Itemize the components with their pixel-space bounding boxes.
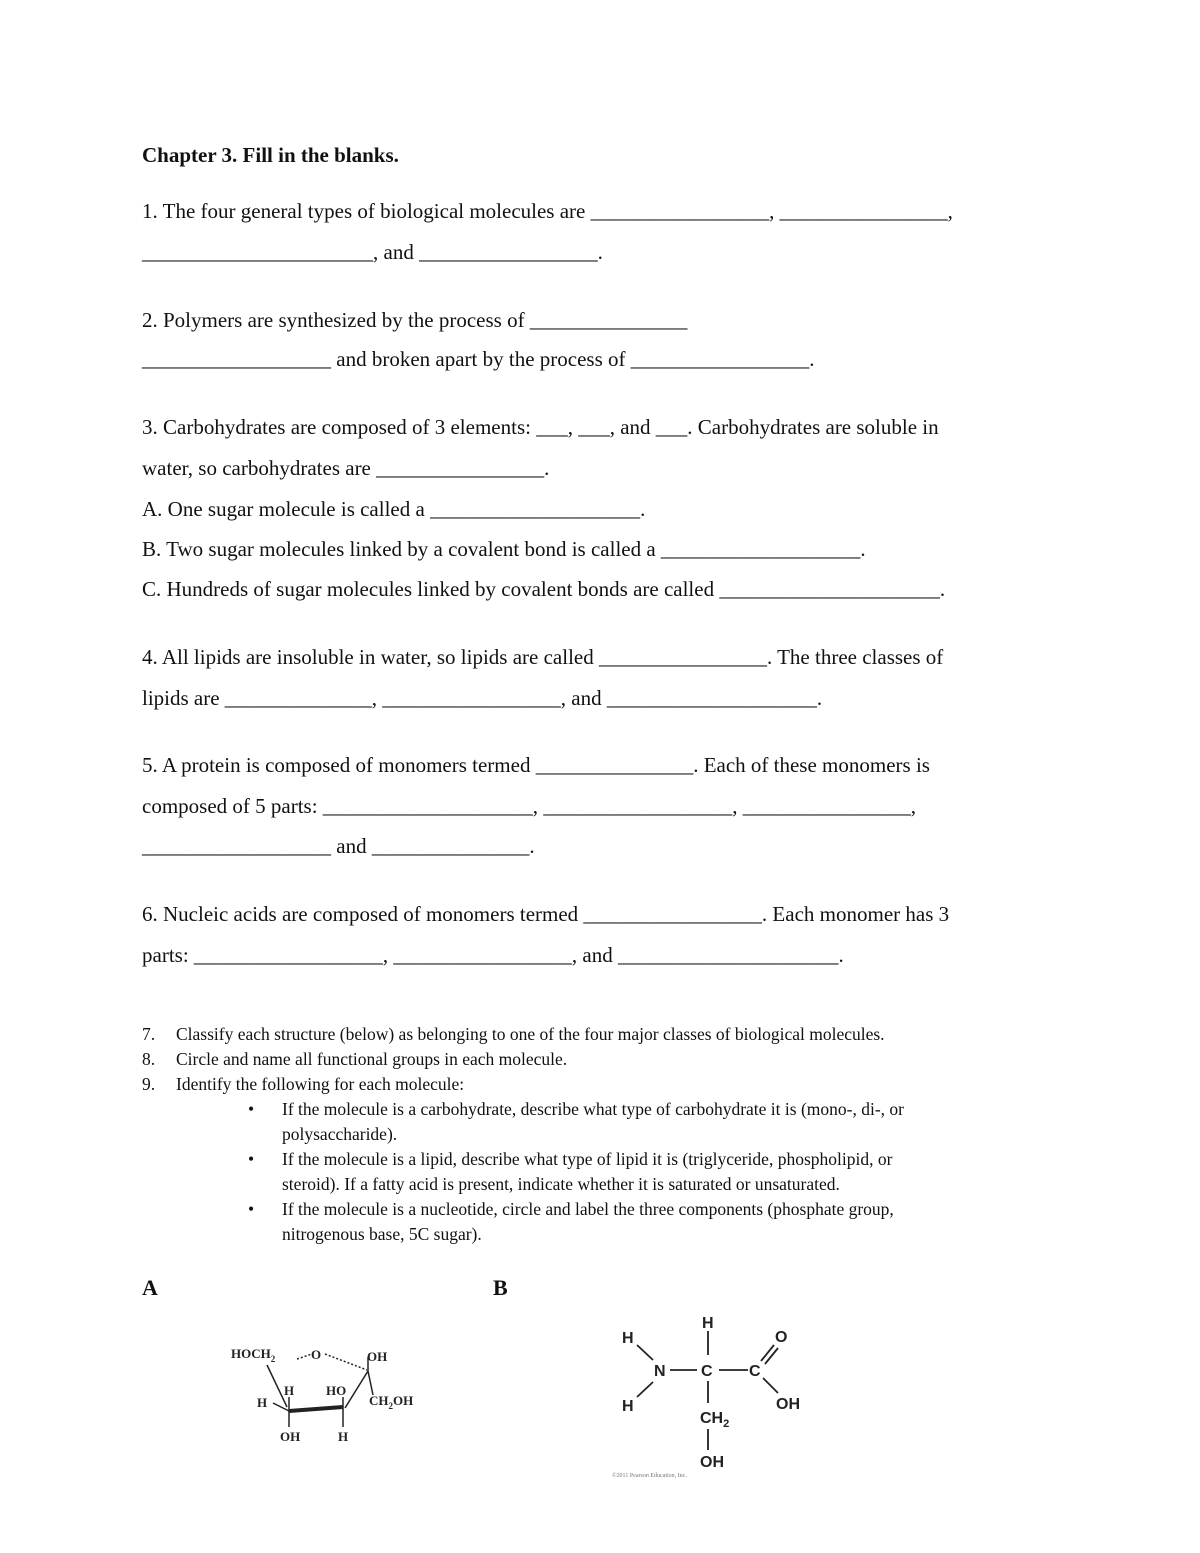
bullet-3-marker: •: [248, 1199, 255, 1219]
bond-n-h-bottom: [637, 1382, 653, 1397]
figure-credit: ©2011 Pearson Education, Inc.: [612, 1473, 687, 1479]
question-4-line-1: 4. All lipids are insoluble in water, so lipids are called ________________. The three classes of: [142, 645, 944, 669]
ring-bond-c2-c3: [345, 1371, 368, 1408]
bullet-1-marker: •: [248, 1099, 255, 1119]
atom-ch2: $CH_2$: [700, 1410, 730, 1430]
question-1-line-1: 1. The four general types of biological molecules are _________________, ________________,: [142, 199, 953, 223]
bond-c-oh: [763, 1378, 778, 1393]
molecule-a-structure: [225, 1335, 435, 1450]
bullet-3-line-1: If the molecule is a nucleotide, circle and label the three components (phosphate group,: [282, 1199, 894, 1219]
ring-bond-o-c2: [325, 1354, 367, 1370]
atom-h-left-bottom: H: [622, 1398, 634, 1415]
question-3-part-c: C. Hundreds of sugar molecules linked by covalent bonds are called _____________________.: [142, 577, 946, 601]
question-6-line-2: parts: __________________, _________________, and _____________________.: [142, 943, 844, 967]
atom-oh-bottom: OH: [700, 1454, 724, 1471]
figure-a-label: A: [142, 1275, 158, 1300]
bond-n-h-top: [637, 1345, 653, 1360]
atom-hoch2: $HOCH_2$: [231, 1346, 276, 1364]
question-1-line-2: ______________________, and _________________.: [142, 240, 603, 264]
bullet-2-marker: •: [248, 1149, 255, 1169]
atom-alpha-carbon: C: [701, 1363, 713, 1380]
question-3-line-2: water, so carbohydrates are ________________.: [142, 456, 550, 480]
question-3-line-1: 3. Carbohydrates are composed of 3 elements: ___, ___, and ___. Carbohydrates are soluble in: [142, 415, 939, 439]
question-2-line-2: __________________ and broken apart by the process of _________________.: [142, 347, 815, 371]
bullet-3-line-2: nitrogenous base, 5C sugar).: [282, 1224, 482, 1244]
instruction-9-text: Identify the following for each molecule:: [176, 1074, 465, 1094]
instruction-7-number: 7.: [142, 1024, 156, 1044]
atom-h-bottom: H: [338, 1429, 349, 1444]
ring-bond-c5-o: [297, 1354, 312, 1359]
bond-c-o-a: [761, 1345, 774, 1361]
question-6-line-1: 6. Nucleic acids are composed of monomers termed _________________. Each monomer has 3: [142, 902, 950, 926]
bond-c-o-b: [765, 1348, 778, 1364]
instruction-9-number: 9.: [142, 1074, 156, 1094]
atom-h-inner: H: [284, 1383, 295, 1398]
bullet-2-line-2: steroid). If a fatty acid is present, indicate whether it is saturated or unsaturated.: [282, 1174, 840, 1194]
ring-bond-c4-c3: [289, 1407, 343, 1411]
atom-carboxyl-carbon: C: [749, 1363, 761, 1380]
bullet-1-line-1: If the molecule is a carbohydrate, describe what type of carbohydrate it is (mono-, di-, or: [282, 1099, 904, 1119]
instruction-7-text: Classify each structure (below) as belonging to one of the four major classes of biological molecules.: [176, 1024, 885, 1044]
atom-h-left: H: [257, 1395, 268, 1410]
figure-b-label: B: [493, 1275, 508, 1300]
molecule-b-structure: [608, 1305, 818, 1480]
atom-o-top: O: [775, 1329, 788, 1346]
question-3-part-a: A. One sugar molecule is called a ____________________.: [142, 497, 646, 521]
instruction-8-text: Circle and name all functional groups in each molecule.: [176, 1049, 568, 1069]
worksheet-title: Chapter 3. Fill in the blanks.: [142, 143, 399, 167]
atom-ring-oxygen: O: [311, 1347, 322, 1362]
atom-oh-right: OH: [776, 1396, 800, 1413]
bullet-2-line-1: If the molecule is a lipid, describe what type of lipid it is (triglyceride, phospholipid, or: [282, 1149, 893, 1169]
atom-oh-top: OH: [367, 1349, 388, 1364]
atom-ho-inner: HO: [326, 1383, 347, 1398]
bullet-1-line-2: polysaccharide).: [282, 1124, 398, 1144]
question-3-part-b: B. Two sugar molecules linked by a covalent bond is called a ___________________.: [142, 537, 866, 561]
question-4-line-2: lipids are ______________, _________________, and ____________________.: [142, 686, 823, 710]
atom-nitrogen: N: [654, 1363, 666, 1380]
atom-h-top: H: [702, 1315, 714, 1332]
question-5-line-1: 5. A protein is composed of monomers termed _______________. Each of these monomers is: [142, 753, 930, 777]
bond-c2-ch2oh: [368, 1371, 373, 1395]
question-5-line-3: __________________ and _______________.: [142, 834, 535, 858]
atom-oh-bottom: OH: [280, 1429, 301, 1444]
question-2-line-1: 2. Polymers are synthesized by the process of _______________: [142, 308, 688, 332]
atom-ch2oh: $CH_2OH$: [369, 1393, 414, 1411]
question-5-line-2: composed of 5 parts: ____________________, __________________, ________________,: [142, 794, 917, 818]
atom-h-left-top: H: [622, 1330, 634, 1347]
instruction-8-number: 8.: [142, 1049, 156, 1069]
